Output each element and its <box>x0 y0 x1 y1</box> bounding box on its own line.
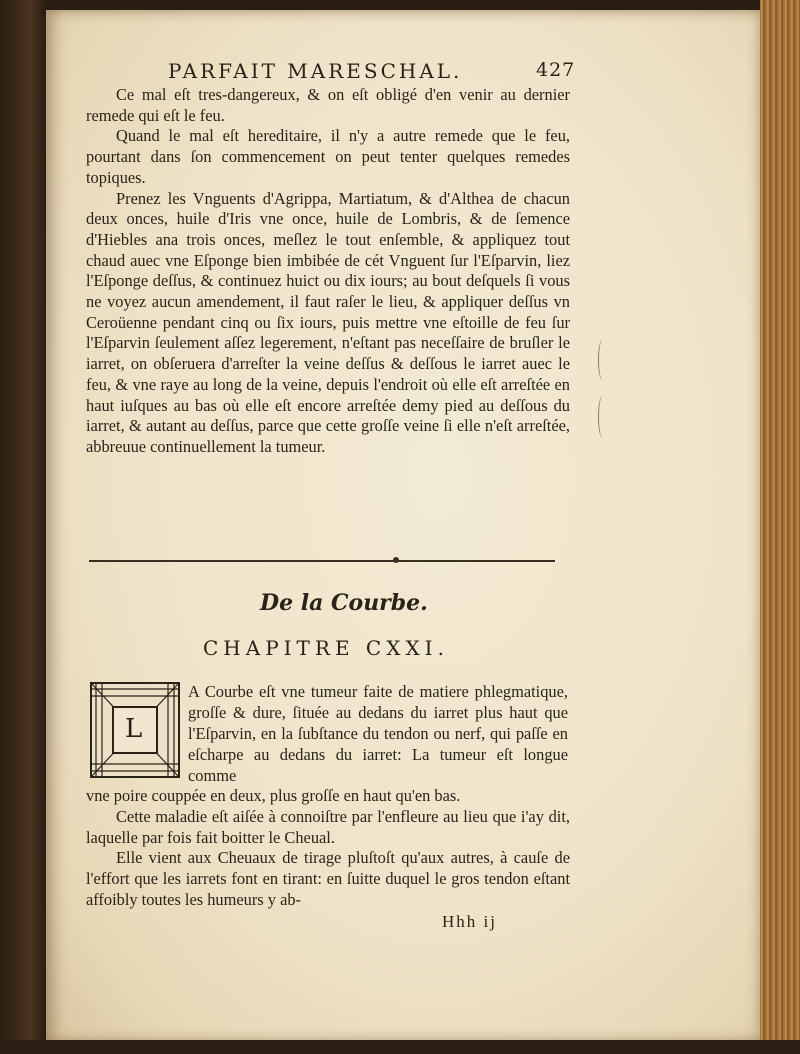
chapter-heading: CHAPITRE CXXI. <box>203 636 449 660</box>
running-title: PARFAIT MARESCHAL. <box>168 59 463 83</box>
paragraph-continuation: vne poire couppée en deux, plus groſſe en haut qu'en bas. <box>86 786 461 805</box>
running-header <box>168 59 588 83</box>
chapter-first-paragraph: A Courbe eſt vne tumeur faite de matiere phlegmatique, groſſe & dure, ſituée au dedans du iarret plus haut que l'Eſparvin, en la ſubſtance du tendon ou nerf, qui paſſe en eſcharpe au dedans du iarret: La tumeur eſt longue comme <box>188 682 568 785</box>
section-divider-ornament <box>393 557 399 563</box>
section-title: De la Courbe. <box>260 590 428 616</box>
page-fore-edge <box>760 0 800 1054</box>
paragraph-2: Quand le mal eſt hereditaire, il n'y a autre remede que le feu, pourtant dans ſon commencement on peut tenter quelques remedes topiques. <box>86 126 570 187</box>
margin-bracket-mark <box>598 340 607 380</box>
bottom-edge <box>0 1040 800 1054</box>
body-text <box>86 85 570 458</box>
margin-bracket-mark <box>598 396 607 438</box>
drop-cap-letter: L <box>125 714 143 744</box>
signature-mark: Hhh ij <box>442 912 497 931</box>
section-divider <box>89 560 555 562</box>
chapter-paragraph-3: Elle vient aux Cheuaux de tirage pluſtoſt qu'aux autres, à cauſe de l'effort que les iarrets font en tirant: en ſuitte duquel le gros tendon eſtant affoibly toutes les humeurs y ab- <box>86 848 570 909</box>
chapter-text <box>86 786 570 911</box>
chapter-paragraph-2: Cette maladie eſt aiſée à connoiſtre par l'enfleure au lieu que i'ay dit, laquelle par fois fait boitter le Cheual. <box>86 806 570 847</box>
paragraph-3: Prenez les Vnguents d'Agrippa, Martiatum, & d'Althea de chacun deux onces, huile d'Iris vne once, huile de Lombris, & de ſemence d'Hiebles ana trois onces, meſlez le tout enſemble, & appliquez tout chaud auec vne Eſponge bien imbibée de cét Vnguent ſur l'Eſparvin, liez l'Eſponge deſſus, & continuez huict ou dix iours; au bout deſquels ſi vous ne voyez aucun amendement, il faut raſer le lieu, & appliquer deſſus vn Ceroüenne pendant cinq ou ſix iours, puis mettre vne eſtoille de feu ſur l'Eſparvin ſeulement aſſez legerement, n'eſtant pas neceſſaire de bruſler le iarret, on obſeruera d'arreſter la veine deſſus & deſſous le iarret auec le feu, & vne raye au long de la veine, depuis l'endroit où elle eſt arreſtée en haut iuſques au bas où elle eſt encore arreſtée demy pied au deſſous du iarret, & autant au deſſus, parce que cette groſſe veine ſi elle n'eſt arreſtée, abbreuue continuellement la tumeur. <box>86 188 570 456</box>
drop-cap-frame <box>112 706 158 754</box>
page-number: 427 <box>536 59 576 81</box>
ornamental-drop-cap <box>90 682 180 778</box>
paragraph-1: Ce mal eſt tres-dangereux, & on eſt obligé d'en venir au dernier remede qui eſt le feu. <box>86 85 570 125</box>
